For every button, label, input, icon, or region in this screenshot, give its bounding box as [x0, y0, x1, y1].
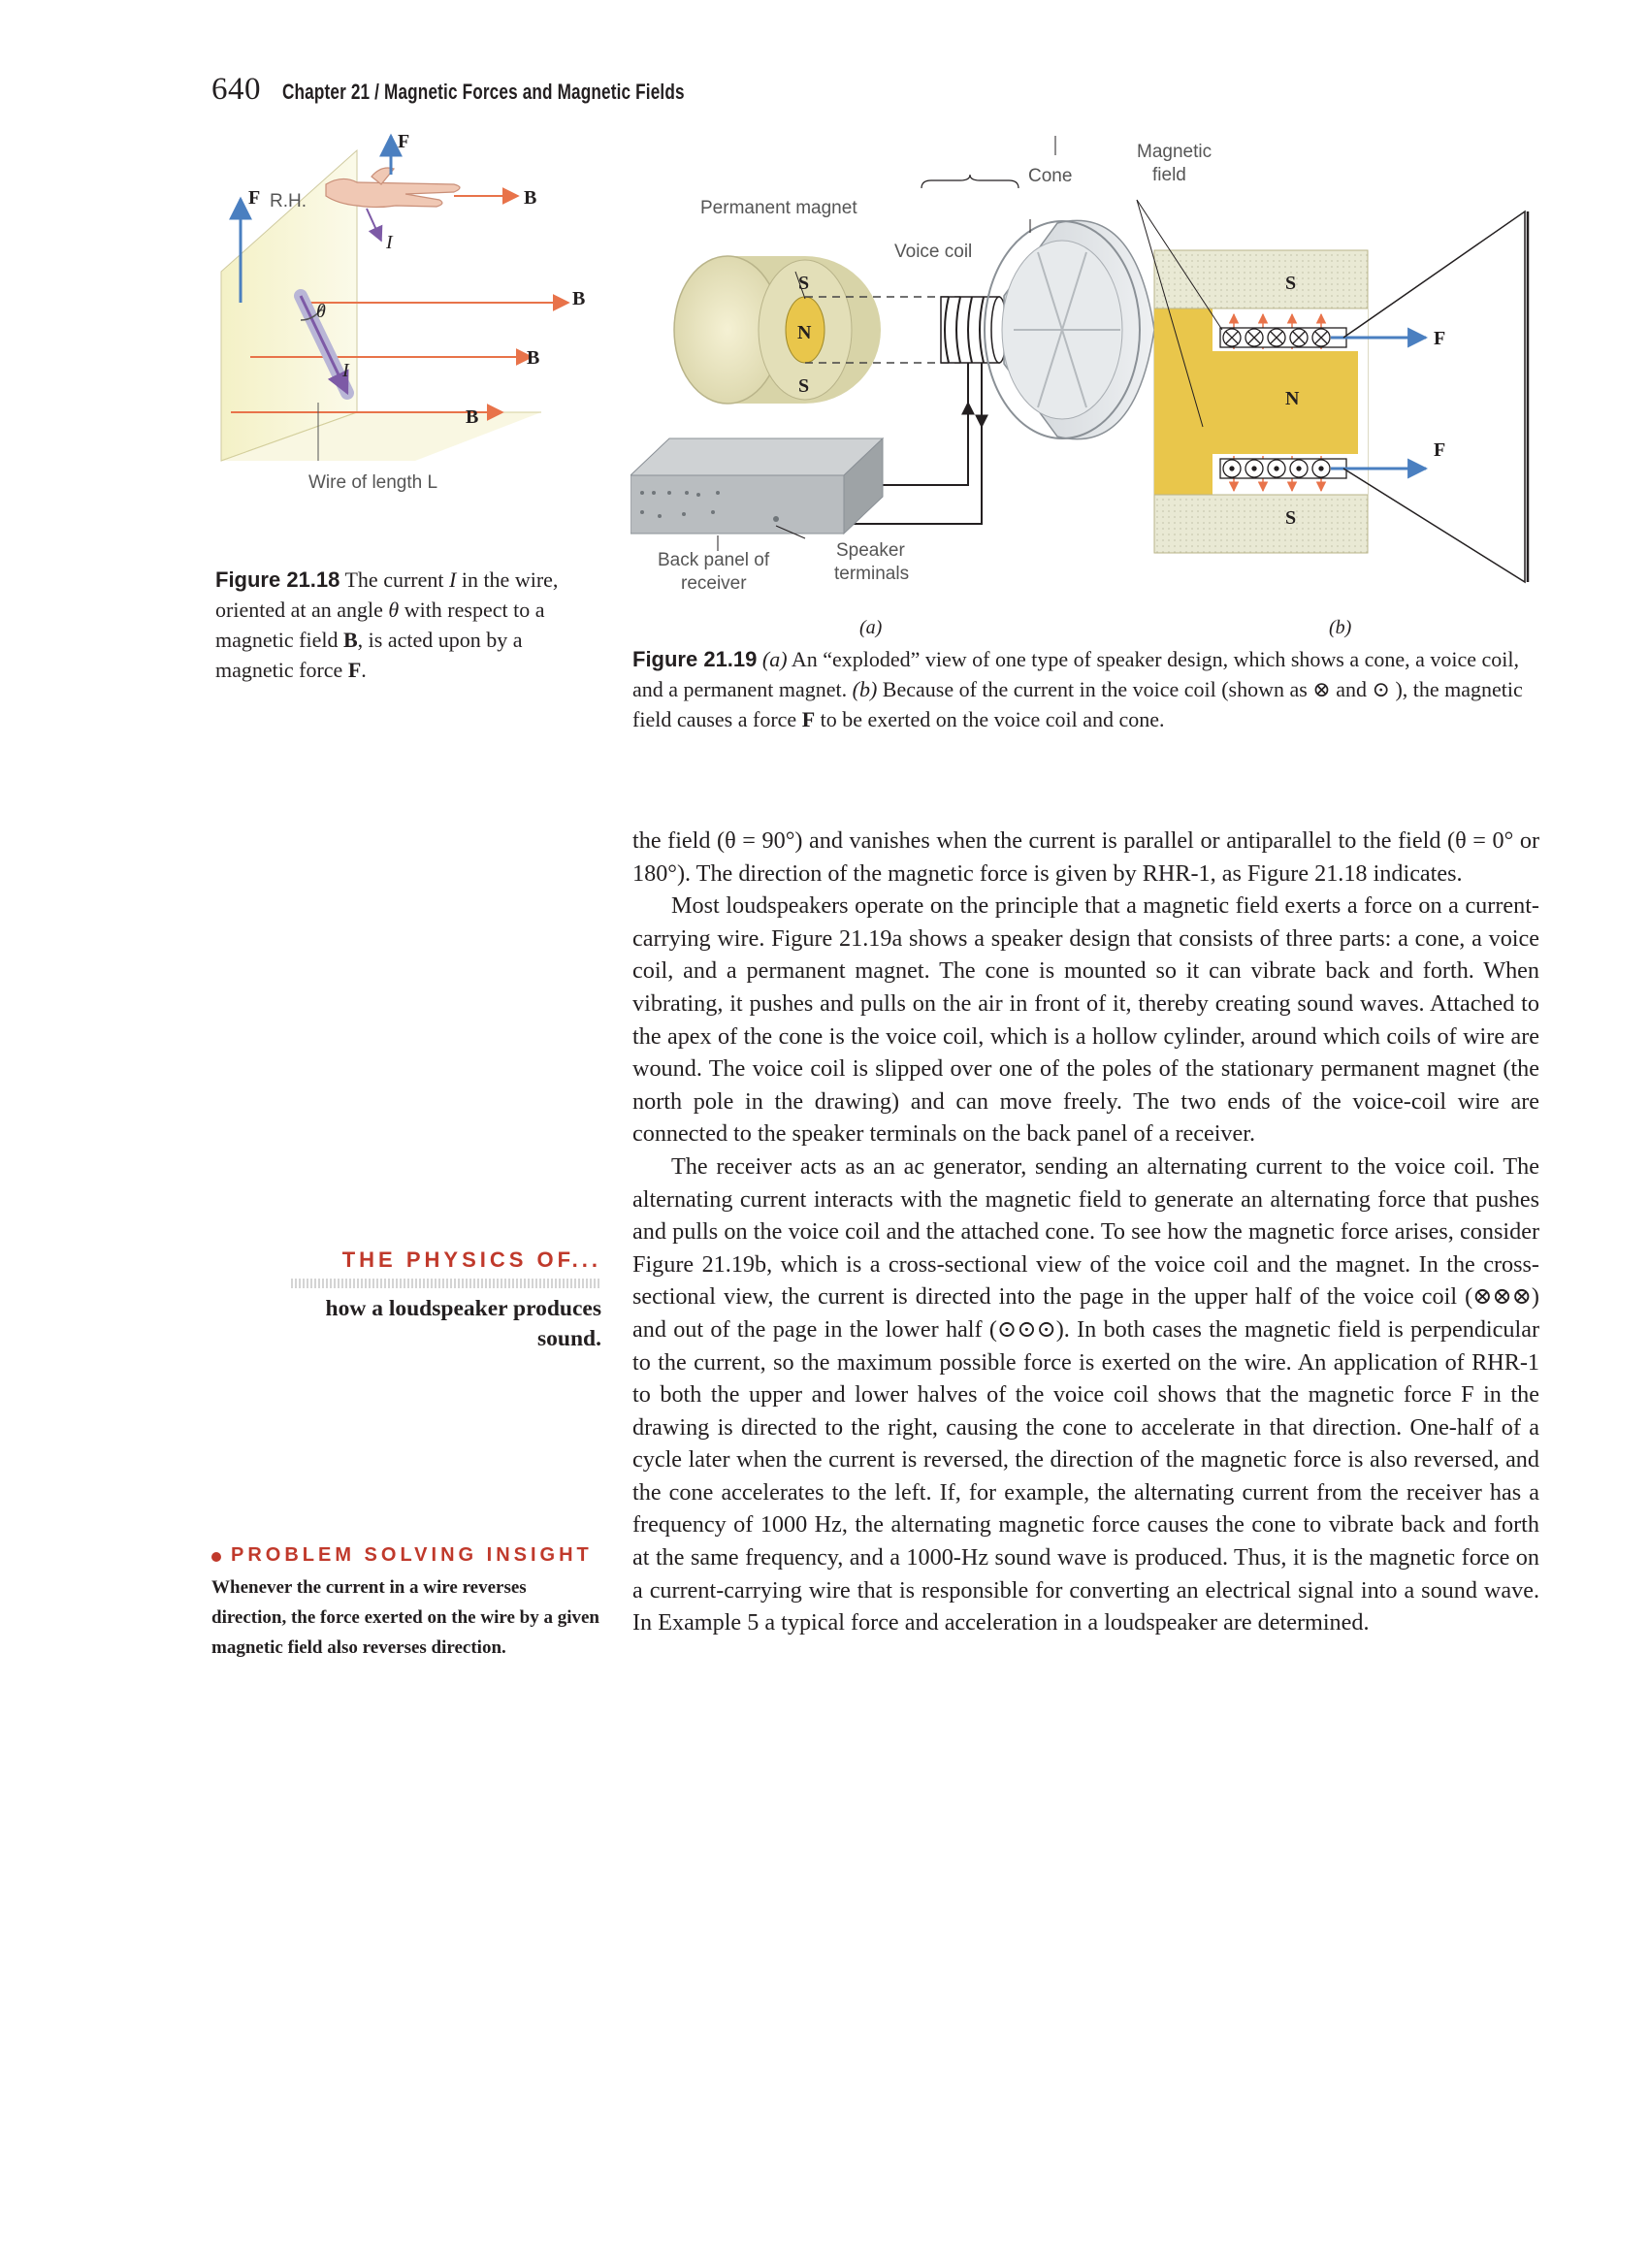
label-f-bottom-b: F — [1434, 439, 1446, 461]
label-f-top: F — [398, 131, 410, 152]
paragraph: the field (θ = 90°) and vanishes when the current is parallel or antiparallel to the field (θ = 0° or 180°). The direction of the magnetic force is given by RHR-1, as Figure 21.18 indicates. — [632, 827, 1539, 887]
divider — [291, 1279, 601, 1288]
problem-solving-insight — [211, 1544, 599, 1663]
physics-of-title: THE PHYSICS OF... — [341, 1247, 601, 1272]
label-n-a: N — [797, 322, 812, 343]
paragraph: Most loudspeakers operate on the principle that a magnetic field exerts a force on a current-carrying wire. Figure 21.19a shows a speaker design that consists of three parts: a cone, a voice coil, and a permanent magnet. The cone is mounted so it can vibrate back and forth. When vibrating, it pushes and pulls on the air in front of it, thereby creating sound waves. Attached to the apex of the cone is the voice coil, which is a hollow cylinder, around which coils of wire are wound. The voice coil is slipped over one of the poles of the stationary permanent magnet (the north pole in the drawing) and can move freely. The two ends of the voice-coil wire are connected to the speaker terminals on the back panel of a receiver. — [632, 892, 1539, 1148]
label-magnetic-field-2: field — [1152, 165, 1186, 185]
body-text — [632, 825, 1539, 1639]
label-back-panel-1: Back panel of — [658, 550, 770, 570]
label-back-panel-2: receiver — [681, 573, 747, 594]
label-f-top-b: F — [1434, 328, 1446, 349]
running-head: Chapter 21 / Magnetic Forces and Magnetic Fields — [282, 80, 685, 104]
label-s-top-b: S — [1285, 273, 1297, 294]
label-rh: R.H. — [270, 191, 307, 211]
label-s-top-a: S — [798, 273, 810, 294]
label-b1: B — [572, 288, 586, 309]
label-theta: θ — [316, 301, 326, 322]
magnet-cross-section — [1154, 250, 1368, 553]
label-s-bottom-a: S — [798, 375, 810, 397]
label-b3: B — [466, 406, 479, 428]
current-into-page — [1220, 328, 1346, 347]
label-wire-length: Wire of length L — [308, 472, 438, 493]
label-cone: Cone — [1028, 166, 1073, 186]
permanent-magnet — [674, 256, 881, 404]
voice-coil — [941, 297, 1007, 363]
label-s-bottom-b: S — [1285, 507, 1297, 529]
figure-21-19 — [630, 136, 1542, 640]
physics-of-text: how a loudspeaker produces sound. — [325, 1296, 601, 1351]
label-part-a: (a) — [859, 617, 883, 638]
paragraph: The receiver acts as an ac generator, sending an alternating current to the voice coil. The alternating current interacts with the magnetic field to generate an alternating force that pushes and pulls on the voice coil and the attached cone. To see how the magnetic force arises, consider Figure 21.19b, which is a cross-sectional view of the voice coil and the magnet. In the cross-sectional view, the current is directed into the page in the upper half of the voice coil (⊗⊗⊗) and out of the page in the lower half (⊙⊙⊙). In both cases the magnetic field is perpendicular to the current, so the maximum possible force is exerted on the wire. An application of RHR-1 to both the upper and lower halves of the voice coil shows that the magnetic force F in the drawing is directed to the right, causing the cone to accelerate in that direction. One-half of a cycle later when the current is reversed, the direction of the magnetic force is also reversed, and the cone accelerates to the left. If, for example, the alternating current from the receiver has a frequency of 1000 Hz, the alternating magnetic force causes the cone to vibrate back and forth at the same frequency, and a 1000-Hz sound wave is produced. Thus, it is the magnetic force on a current-carrying wire that is responsible for converting an electrical signal into a sound wave. In Example 5 a typical force and acceleration in a loudspeaker are determined. — [632, 1152, 1539, 1636]
hand-current-arrow — [367, 209, 381, 241]
current-out-of-page — [1220, 459, 1346, 478]
receiver-box — [630, 438, 883, 534]
figure-21-19-caption: Figure 21.19 (a) An “exploded” view of one type of speaker design, which shows a cone, a voice coil, and a permanent magnet. (b) Because of the current in the voice coil (shown as ⊗ and ⊙ ), the magnetic field causes a force F to be exerted on the voice coil and cone. — [632, 647, 1523, 731]
label-i-wire: I — [342, 360, 349, 381]
cone-outline — [1343, 211, 1525, 582]
physics-of-sidebar — [291, 1247, 601, 1354]
label-speaker-terminals-1: Speaker — [836, 540, 905, 561]
insight-title: PROBLEM SOLVING INSIGHT — [231, 1544, 593, 1566]
figure-21-18-caption: Figure 21.18 The current I in the wire, oriented at an angle θ with respect to a magnetic field B, is acted upon by a magnetic force F. — [215, 567, 559, 682]
label-f-left: F — [248, 187, 261, 209]
bullet-icon — [211, 1552, 221, 1562]
label-b2: B — [527, 347, 540, 369]
label-voice-coil: Voice coil — [894, 242, 973, 262]
label-part-b: (b) — [1329, 617, 1352, 638]
page-header — [211, 72, 1375, 120]
label-speaker-terminals-2: terminals — [834, 564, 910, 584]
label-magnetic-field-1: Magnetic — [1137, 142, 1212, 162]
label-b-hand: B — [524, 187, 537, 209]
label-n-b: N — [1285, 388, 1300, 409]
label-i-hand: I — [386, 232, 393, 253]
insight-text: Whenever the current in a wire reverses direction, the force exerted on the wire by a given magnetic field also reverses direction. — [211, 1577, 599, 1658]
page-number: 640 — [211, 72, 261, 107]
label-permanent-magnet: Permanent magnet — [700, 198, 857, 218]
figure-21-18 — [211, 126, 629, 504]
speaker-cone — [985, 220, 1154, 438]
